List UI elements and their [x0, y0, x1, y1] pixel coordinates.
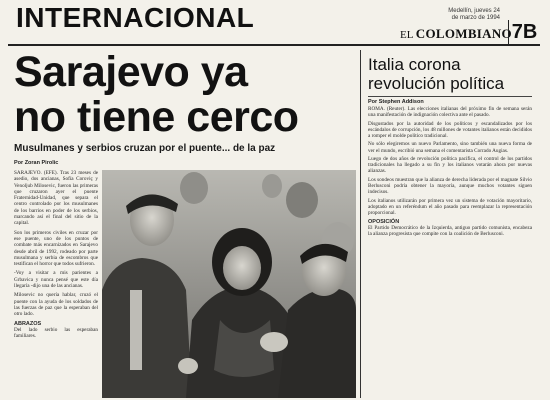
main-headline-line2: no tiene cerco — [14, 93, 299, 141]
right-story-column — [368, 106, 532, 239]
main-subhead: Musulmanes y serbios cruzan por el puente... de la paz — [14, 143, 276, 154]
news-photo-image — [102, 170, 356, 398]
main-paragraph-4: Milosevic no quería hablar, cruzó el puente con la ayuda de los soldados de las fuerzas de paz que la esperaban del otro lado. — [14, 292, 98, 318]
column-divider — [360, 50, 361, 398]
main-paragraph-1: SARAJEVO. (EFE). Tras 23 meses de asedio, dos ancianas, Sofía Coroviç y Venoljub Milosevic, fueron las primeras que cruzaron ayer el puente Fraternidad-Unidad, que separa el centro controlado por los musulmanes de los barrios en poder de los serbios, marcando así el final del sitio de la capital. — [14, 170, 98, 227]
right-paragraph-4: Luego de dos años de revolución política pacífica, el control de los partidos tradicionales ha llegado a su fin y los italianos votarán ahora por nuevas alianzas. — [368, 156, 532, 175]
section-title: INTERNACIONAL — [16, 2, 255, 33]
right-headline-line2: revolución política — [368, 74, 505, 93]
right-paragraph-2: Disgustados por la autoridad de los políticos y escandalizados por los escándalos de corrupción, los 48 millones de votantes italianos están decididos a romper el molde político tradicional. — [368, 120, 532, 139]
right-headline — [368, 55, 538, 93]
right-headline-line1: Italia corona — [368, 55, 461, 74]
right-closing: El Partido Democrático de la Izquierda, antiguo partido comunista, encabeza la alianza progresista que compite con la coalición de Berlusconi. — [368, 224, 532, 237]
paper-name — [400, 26, 512, 42]
page-number: 7B — [508, 20, 540, 44]
paper-name-prefix: EL — [400, 29, 414, 41]
main-story-column — [14, 170, 98, 342]
main-paragraph-2: Son los primeros civiles en cruzar por ese puente, uno de los puntos de combate más encarnizados en Sarajevo desde abril de 1992, rodeado por parte musulmana y serbia de escombros que testifican el horror que todos sufrieron. — [14, 229, 98, 268]
main-closing: Del lado serbio las esperaban familiares. — [14, 326, 98, 340]
right-paragraph-3: No sólo elegiremos un nuevo Parlamento, sino también una nueva forma de ver el mundo, escribió una semana el comentarista Corrado Augias. — [368, 141, 532, 154]
paper-name-brand: COLOMBIANO — [415, 26, 512, 41]
right-byline: Por Stephen Addison — [368, 99, 424, 105]
right-paragraph-6: Los italianos utilizarán por primera vez un sistema de votación mayoritario, adoptado en un referéndum el año pasado para reemplazar la representación proporcional. — [368, 197, 532, 216]
dateline — [428, 8, 500, 22]
right-paragraph-5: Los sondeos muestran que la alianza de derecha liderada por el magnate Silvio Berlusconi podría obtener la mayoría, aunque muchos votantes siguen indecisos. — [368, 176, 532, 196]
news-photo — [102, 170, 356, 398]
dateline-month-year: de marzo de 1994 — [451, 15, 500, 21]
masthead — [8, 2, 540, 46]
main-headline-line1: Sarajevo ya — [14, 48, 248, 96]
main-headline — [14, 50, 354, 140]
main-byline: Por Zoran Pirolic — [14, 160, 59, 166]
main-paragraph-3: -Voy a visitar a mis parientes a Grbavica y nunca pensé que este día llegaría -dijo una de las ancianas. — [14, 270, 98, 290]
right-headline-rule — [368, 96, 532, 97]
dateline-city-date: Medellín, jueves 24 — [448, 8, 500, 14]
right-paragraph-1: ROMA. (Reuter). Las elecciones italianas del próximo fin de semana serán una manifestación de indignación colectiva ante el pasado. — [368, 106, 532, 119]
main-crosshead: ABRAZOS — [14, 320, 42, 327]
right-crosshead: OPOSICIÓN — [368, 218, 400, 225]
